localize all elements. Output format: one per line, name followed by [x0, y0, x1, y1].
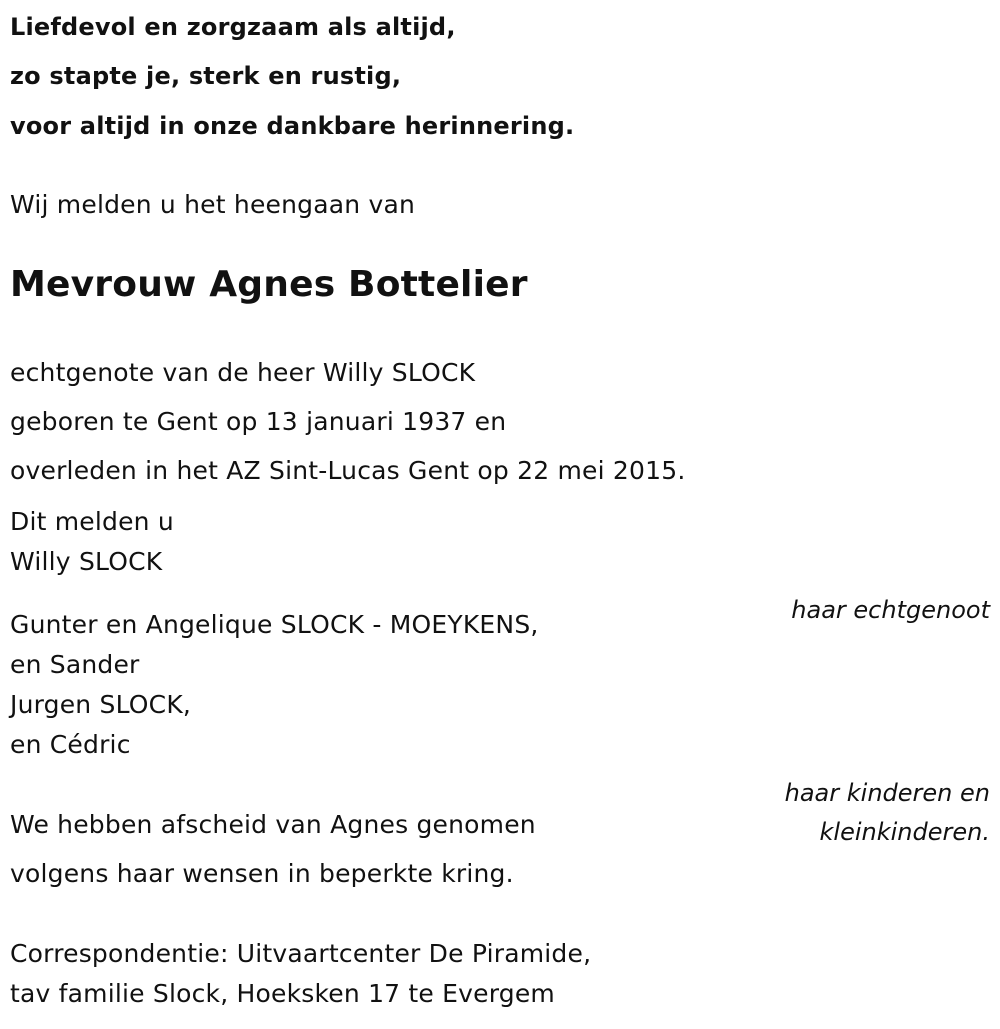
poem-line-3: voor altijd in onze dankbare herinnering. [10, 112, 575, 140]
children-role-line-2: kleinkinderen. [819, 818, 990, 846]
deceased-name: Mevrouw Agnes Bottelier [10, 264, 528, 305]
family-intro: Dit melden u [10, 507, 174, 536]
farewell-line-1: We hebben afscheid van Agnes genomen [10, 810, 536, 839]
child-line-3: Jurgen SLOCK, [10, 690, 192, 719]
death-line: overleden in het AZ Sint-Lucas Gent op 22 mei 2015. [10, 456, 686, 485]
birth-line: geboren te Gent op 13 januari 1937 en [10, 407, 507, 436]
announcement-intro: Wij melden u het heengaan van [10, 190, 416, 219]
spouse-name: Willy SLOCK [10, 547, 163, 576]
child-line-2: en Sander [10, 650, 140, 679]
spouse-role: haar echtgenoot [791, 596, 990, 624]
poem-line-1: Liefdevol en zorgzaam als altijd, [10, 13, 456, 41]
child-line-4: en Cédric [10, 730, 131, 759]
children-role-line-1: haar kinderen en [784, 779, 990, 807]
correspondence-line-1: Correspondentie: Uitvaartcenter De Piramide, [10, 939, 592, 968]
poem-line-2: zo stapte je, sterk en rustig, [10, 62, 402, 90]
correspondence-line-2: tav familie Slock, Hoeksken 17 te Evergem [10, 979, 555, 1008]
child-line-1: Gunter en Angelique SLOCK - MOEYKENS, [10, 610, 539, 639]
farewell-line-2: volgens haar wensen in beperkte kring. [10, 859, 514, 888]
spouse-line: echtgenote van de heer Willy SLOCK [10, 358, 476, 387]
